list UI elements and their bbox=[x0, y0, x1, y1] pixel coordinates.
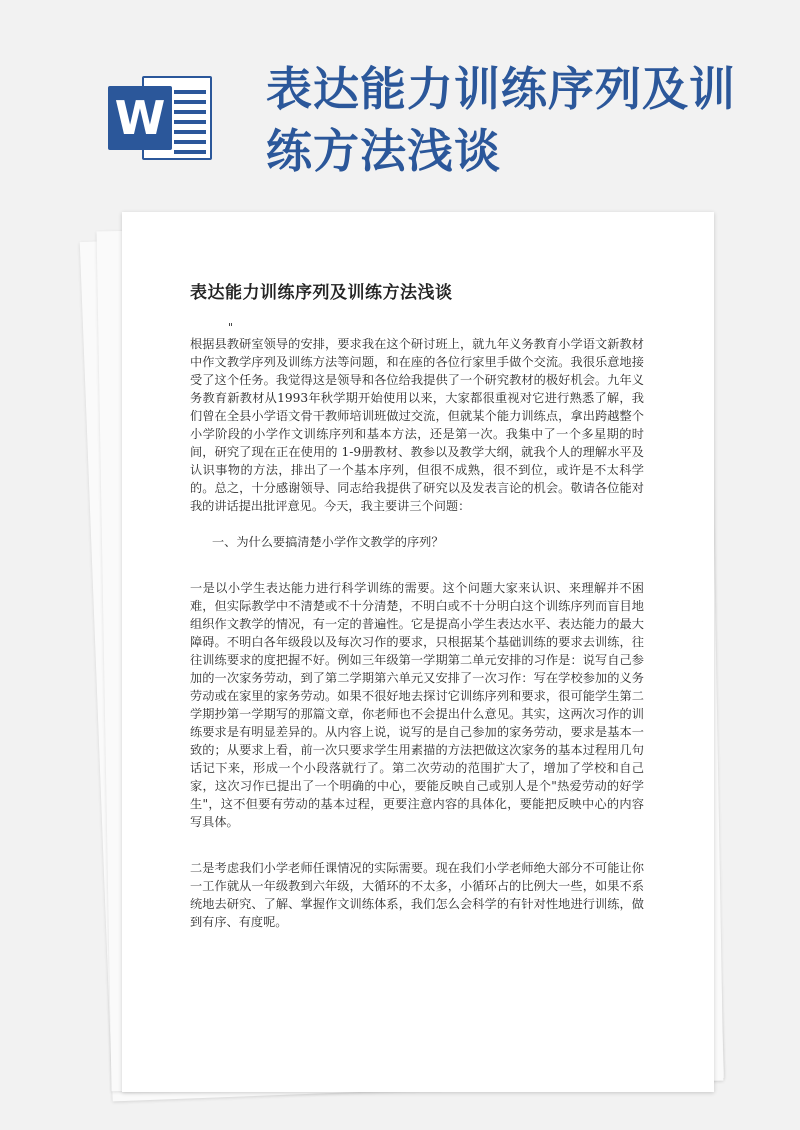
page-title: 表达能力训练序列及训练方法浅谈 bbox=[266, 62, 736, 178]
section-heading: 一、为什么要搞清楚小学作文教学的序列？ bbox=[212, 535, 444, 549]
body-paragraph: 一是以小学生表达能力进行科学训练的需要。这个问题大家来认识、来理解并不困难，但实际教学中不清楚或不十分清楚，不明白或不十分明白这个训练序列而盲目地组织作文教学的情况，有一定的普遍性。它是提高小学生表达水平、表达能力的最大障碍。不明白各年级段以及每次习作的要求，只根据某个基础训练的要求去训练，往往训练要求的度把握不好。例如三年级第一学期第二单元安排的习作是：说写自己参加的一次家务劳动，到了第二学期第六单元又安排了一次习作：写在学校参加的义务劳动或在家里的家务劳动。如果不很好地去探讨它训练序列和要求，很可能学生第二学期抄第一学期写的那篇文章，你老师也不会提出什么意见。其实，这两次习作的训练要求是有明显差异的。从内容上说，说写的是自己参加的家务劳动，要求是基本一致的；从要求上看，前一次只要求学生用素描的方法把做这次家务的基本过程用几句话记下来，形成一个小段落就行了。第二次劳动的范围扩大了，增加了学校和自己家，这次习作已提出了一个明确的中心，要能反映自己或别人是个"热爱劳动的好学生"，这不但要有劳动的基本过程，更要注意内容的具体化，要能把反映中心的内容写具体。 bbox=[190, 581, 644, 829]
document-page bbox=[122, 212, 714, 1092]
word-document-icon bbox=[108, 70, 214, 166]
document-title: 表达能力训练序列及训练方法浅谈 bbox=[190, 283, 453, 303]
page-header bbox=[0, 0, 800, 210]
body-paragraph: 二是考虑我们小学老师任课情况的实际需要。现在我们小学老师绝大部分不可能让你一工作就从一年级教到六年级，大循环的不太多，小循环占的比例大一些，如果不系统地去研究、了解、掌握作文训练体系，我们怎么会科学的有针对性地进行训练，做到有序、有度呢。 bbox=[190, 861, 644, 929]
word-w-badge: W bbox=[108, 86, 172, 150]
quote-mark: " bbox=[228, 321, 234, 334]
intro-paragraph: 根据县教研室领导的安排，要求我在这个研讨班上，就九年义务教育小学语文新教材中作文教学序列及训练方法等问题，和在座的各位行家里手做个交流。我很乐意地接受了这个任务。我觉得这是领导和各位给我提供了一个研究教材的极好机会。九年义务教育新教材从1993年秋学期开始使用以来，大家都很重视对它进行熟悉了解，我们曾在全县小学语文骨干教师培训班做过交流，但就某个能力训练点，拿出跨越整个小学阶段的小学作文训练序列和基本方法，还是第一次。我集中了一个多星期的时间，研究了现在正在使用的 1-9册教材、教参以及教学大纲，就我个人的理解水平及认识事物的方法，排出了一个基本序列，但很不成熟，很不到位，或许是不太科学的。总之，十分感谢领导、同志给我提供了研究以及发表言论的机会。敬请各位能对我的讲话提出批评意见。今天，我主要讲三个问题： bbox=[190, 337, 644, 513]
